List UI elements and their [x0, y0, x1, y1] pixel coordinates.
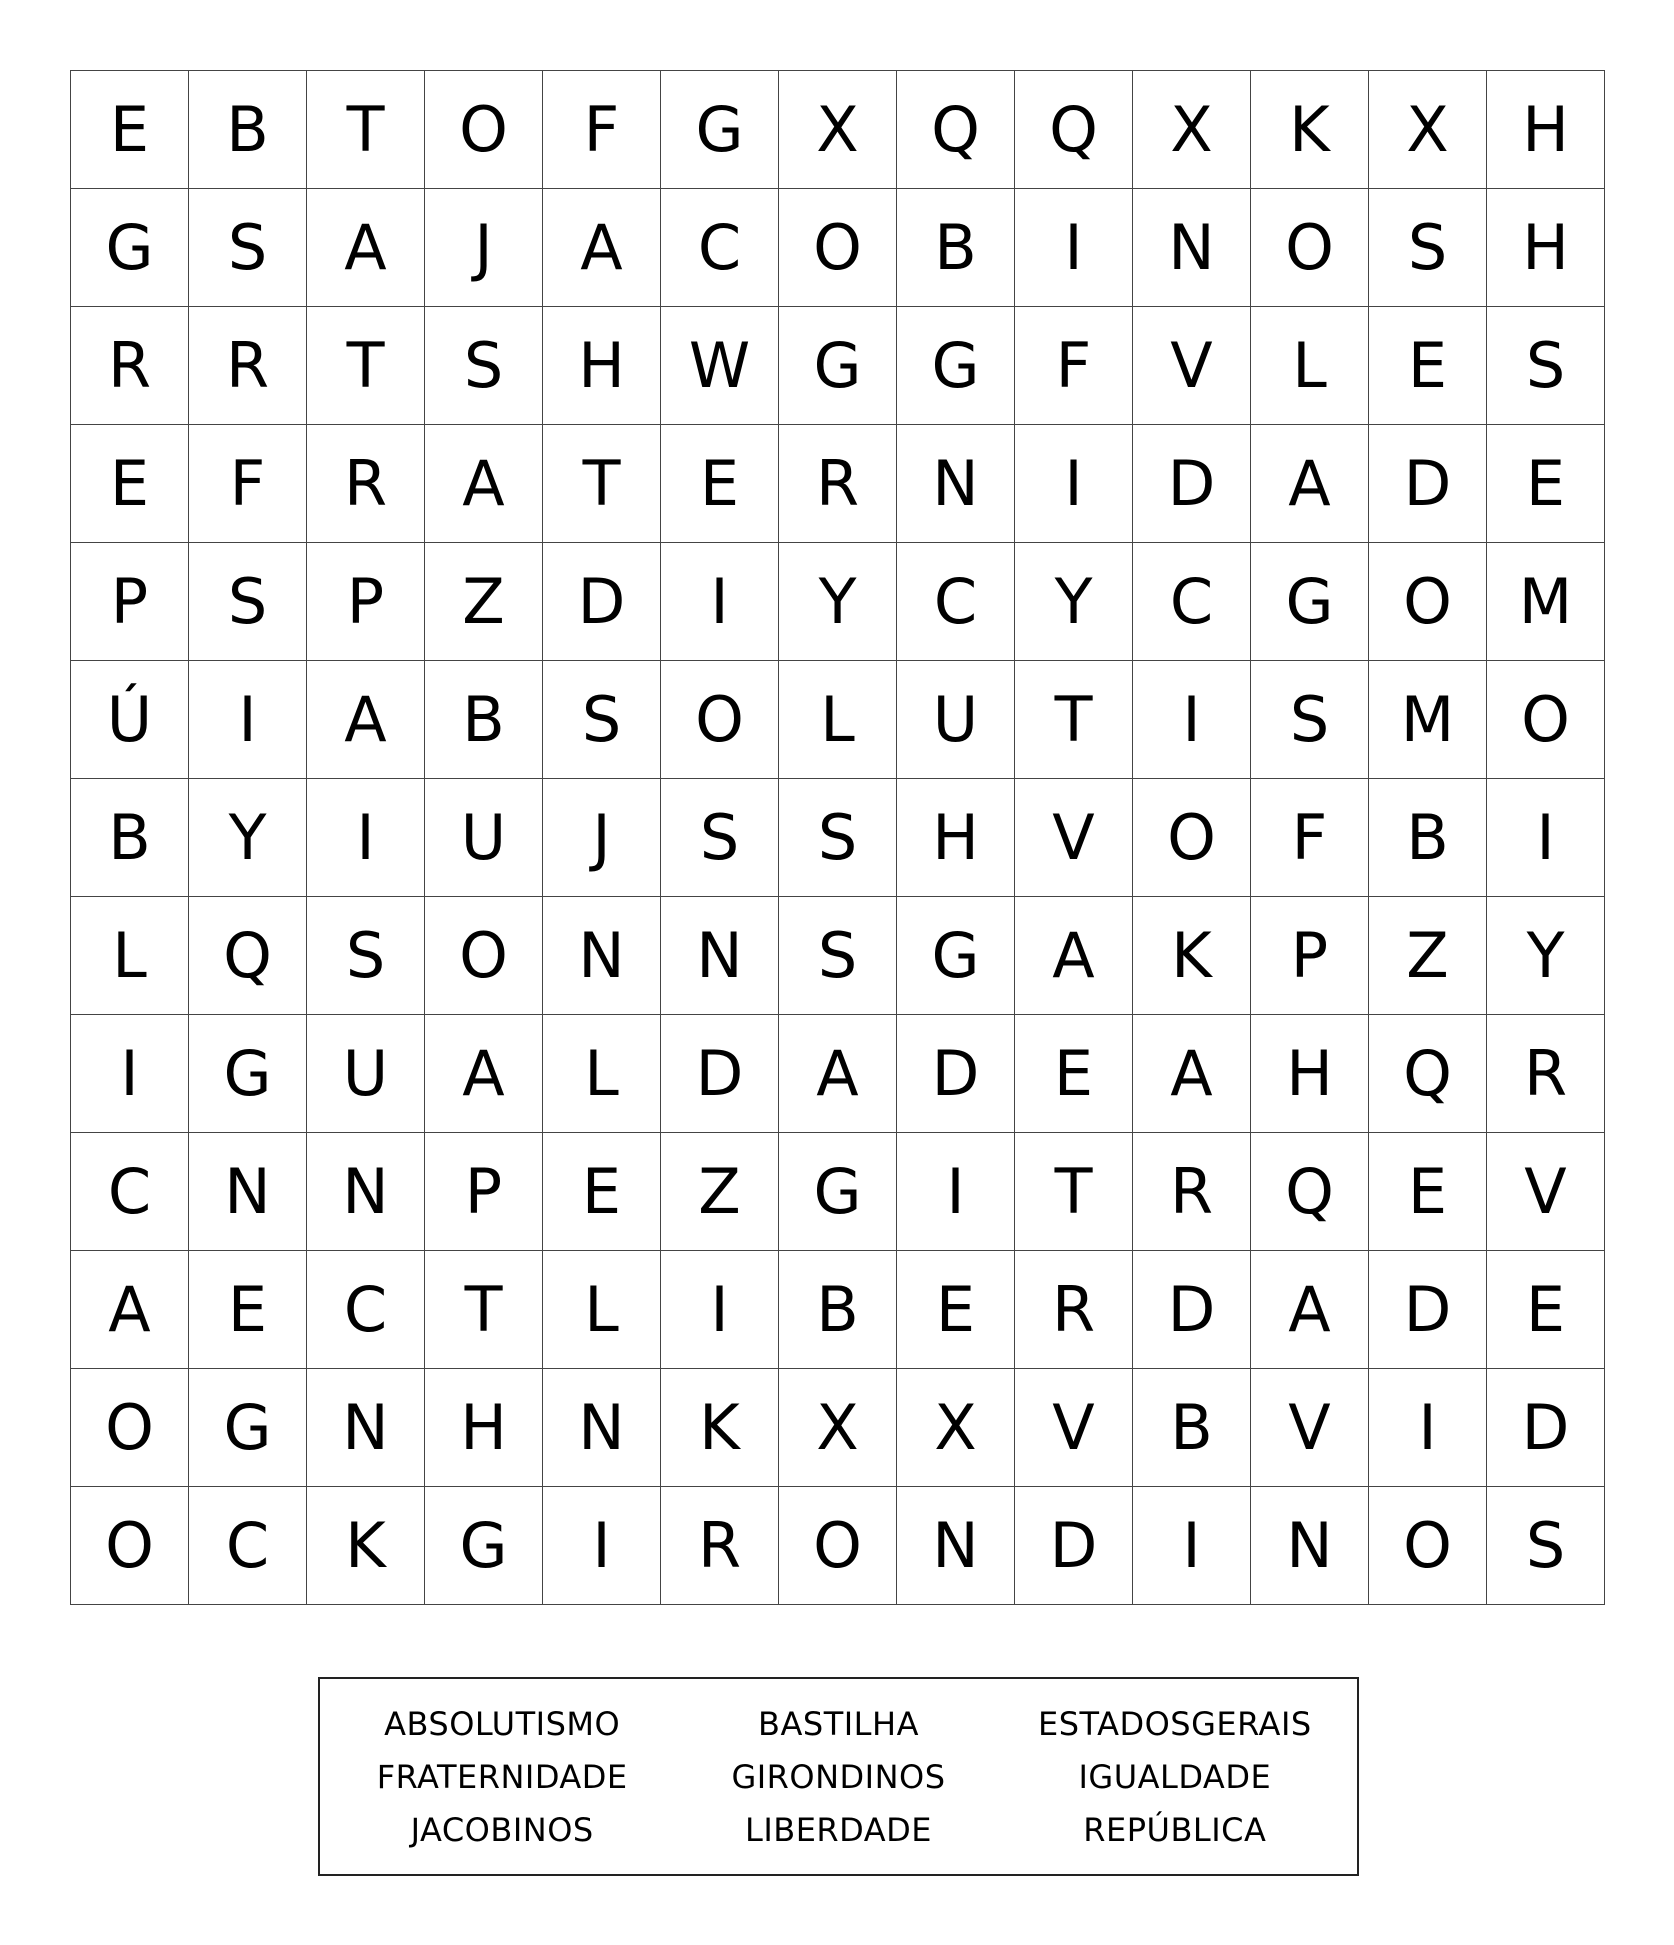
grid-cell-r2-c13[interactable]: H — [1487, 189, 1605, 307]
grid-cell-r13-c5[interactable]: I — [543, 1487, 661, 1605]
grid-cell-r10-c8[interactable]: I — [897, 1133, 1015, 1251]
grid-cell-r13-c9[interactable]: D — [1015, 1487, 1133, 1605]
grid-cell-r5-c7[interactable]: Y — [779, 543, 897, 661]
grid-cell-r9-c11[interactable]: H — [1251, 1015, 1369, 1133]
grid-cell-r7-c10[interactable]: O — [1133, 779, 1251, 897]
grid-cell-r7-c7[interactable]: S — [779, 779, 897, 897]
grid-cell-r8-c8[interactable]: G — [897, 897, 1015, 1015]
grid-cell-r8-c6[interactable]: N — [661, 897, 779, 1015]
grid-cell-r12-c2[interactable]: G — [189, 1369, 307, 1487]
grid-cell-r5-c11[interactable]: G — [1251, 543, 1369, 661]
grid-cell-r2-c2[interactable]: S — [189, 189, 307, 307]
grid-cell-r1-c10[interactable]: X — [1133, 71, 1251, 189]
grid-cell-r5-c9[interactable]: Y — [1015, 543, 1133, 661]
grid-cell-r1-c4[interactable]: O — [425, 71, 543, 189]
grid-cell-r13-c11[interactable]: N — [1251, 1487, 1369, 1605]
grid-cell-r9-c12[interactable]: Q — [1369, 1015, 1487, 1133]
grid-cell-r8-c10[interactable]: K — [1133, 897, 1251, 1015]
grid-cell-r13-c1[interactable]: O — [71, 1487, 189, 1605]
grid-cell-r6-c2[interactable]: I — [189, 661, 307, 779]
grid-cell-r3-c9[interactable]: F — [1015, 307, 1133, 425]
grid-cell-r7-c5[interactable]: J — [543, 779, 661, 897]
grid-cell-r2-c4[interactable]: J — [425, 189, 543, 307]
grid-cell-r12-c4[interactable]: H — [425, 1369, 543, 1487]
grid-cell-r4-c2[interactable]: F — [189, 425, 307, 543]
grid-cell-r3-c2[interactable]: R — [189, 307, 307, 425]
grid-cell-r11-c7[interactable]: B — [779, 1251, 897, 1369]
grid-cell-r11-c8[interactable]: E — [897, 1251, 1015, 1369]
grid-cell-r3-c1[interactable]: R — [71, 307, 189, 425]
grid-cell-r8-c5[interactable]: N — [543, 897, 661, 1015]
grid-cell-r9-c8[interactable]: D — [897, 1015, 1015, 1133]
grid-cell-r11-c12[interactable]: D — [1369, 1251, 1487, 1369]
grid-cell-r7-c6[interactable]: S — [661, 779, 779, 897]
grid-cell-r12-c13[interactable]: D — [1487, 1369, 1605, 1487]
grid-cell-r13-c12[interactable]: O — [1369, 1487, 1487, 1605]
grid-cell-r4-c12[interactable]: D — [1369, 425, 1487, 543]
grid-cell-r6-c10[interactable]: I — [1133, 661, 1251, 779]
grid-cell-r3-c8[interactable]: G — [897, 307, 1015, 425]
grid-cell-r6-c5[interactable]: S — [543, 661, 661, 779]
grid-cell-r5-c12[interactable]: O — [1369, 543, 1487, 661]
grid-cell-r9-c13[interactable]: R — [1487, 1015, 1605, 1133]
grid-cell-r3-c7[interactable]: G — [779, 307, 897, 425]
grid-cell-r13-c10[interactable]: I — [1133, 1487, 1251, 1605]
grid-cell-r2-c1[interactable]: G — [71, 189, 189, 307]
grid-cell-r12-c5[interactable]: N — [543, 1369, 661, 1487]
grid-cell-r1-c5[interactable]: F — [543, 71, 661, 189]
grid-cell-r8-c1[interactable]: L — [71, 897, 189, 1015]
grid-cell-r9-c3[interactable]: U — [307, 1015, 425, 1133]
grid-cell-r8-c2[interactable]: Q — [189, 897, 307, 1015]
grid-cell-r1-c2[interactable]: B — [189, 71, 307, 189]
grid-cell-r12-c11[interactable]: V — [1251, 1369, 1369, 1487]
grid-cell-r4-c8[interactable]: N — [897, 425, 1015, 543]
grid-cell-r3-c3[interactable]: T — [307, 307, 425, 425]
grid-cell-r11-c13[interactable]: E — [1487, 1251, 1605, 1369]
grid-cell-r1-c1[interactable]: E — [71, 71, 189, 189]
grid-cell-r4-c4[interactable]: A — [425, 425, 543, 543]
grid-cell-r1-c11[interactable]: K — [1251, 71, 1369, 189]
grid-cell-r13-c7[interactable]: O — [779, 1487, 897, 1605]
grid-cell-r1-c7[interactable]: X — [779, 71, 897, 189]
word-search-grid — [70, 70, 1605, 1605]
grid-cell-r10-c10[interactable]: R — [1133, 1133, 1251, 1251]
grid-cell-r5-c6[interactable]: I — [661, 543, 779, 661]
grid-cell-r5-c8[interactable]: C — [897, 543, 1015, 661]
grid-cell-r4-c3[interactable]: R — [307, 425, 425, 543]
grid-cell-r2-c7[interactable]: O — [779, 189, 897, 307]
grid-cell-r6-c8[interactable]: U — [897, 661, 1015, 779]
grid-cell-r10-c12[interactable]: E — [1369, 1133, 1487, 1251]
grid-cell-r12-c10[interactable]: B — [1133, 1369, 1251, 1487]
grid-cell-r9-c9[interactable]: E — [1015, 1015, 1133, 1133]
grid-cell-r5-c1[interactable]: P — [71, 543, 189, 661]
grid-cell-r1-c3[interactable]: T — [307, 71, 425, 189]
grid-cell-r4-c13[interactable]: E — [1487, 425, 1605, 543]
grid-cell-r2-c8[interactable]: B — [897, 189, 1015, 307]
grid-cell-r10-c13[interactable]: V — [1487, 1133, 1605, 1251]
grid-cell-r12-c7[interactable]: X — [779, 1369, 897, 1487]
grid-cell-r2-c3[interactable]: A — [307, 189, 425, 307]
grid-cell-r11-c4[interactable]: T — [425, 1251, 543, 1369]
grid-cell-r12-c12[interactable]: I — [1369, 1369, 1487, 1487]
grid-cell-r3-c6[interactable]: W — [661, 307, 779, 425]
grid-cell-r9-c6[interactable]: D — [661, 1015, 779, 1133]
grid-cell-r6-c4[interactable]: B — [425, 661, 543, 779]
grid-cell-r13-c6[interactable]: R — [661, 1487, 779, 1605]
grid-cell-r11-c10[interactable]: D — [1133, 1251, 1251, 1369]
grid-cell-r13-c4[interactable]: G — [425, 1487, 543, 1605]
grid-cell-r1-c9[interactable]: Q — [1015, 71, 1133, 189]
word-bank-item: JACOBINOS — [410, 1810, 594, 1849]
grid-cell-r5-c3[interactable]: P — [307, 543, 425, 661]
grid-cell-r3-c11[interactable]: L — [1251, 307, 1369, 425]
grid-cell-r9-c5[interactable]: L — [543, 1015, 661, 1133]
grid-cell-r9-c1[interactable]: I — [71, 1015, 189, 1133]
word-bank — [318, 1677, 1359, 1876]
grid-cell-r11-c2[interactable]: E — [189, 1251, 307, 1369]
grid-cell-r5-c5[interactable]: D — [543, 543, 661, 661]
grid-cell-r2-c6[interactable]: C — [661, 189, 779, 307]
grid-cell-r5-c10[interactable]: C — [1133, 543, 1251, 661]
grid-cell-r9-c7[interactable]: A — [779, 1015, 897, 1133]
grid-cell-r7-c8[interactable]: H — [897, 779, 1015, 897]
grid-cell-r2-c11[interactable]: O — [1251, 189, 1369, 307]
grid-cell-r10-c4[interactable]: P — [425, 1133, 543, 1251]
grid-cell-r5-c13[interactable]: M — [1487, 543, 1605, 661]
grid-cell-r4-c11[interactable]: A — [1251, 425, 1369, 543]
grid-cell-r3-c4[interactable]: S — [425, 307, 543, 425]
grid-cell-r4-c9[interactable]: I — [1015, 425, 1133, 543]
grid-cell-r7-c4[interactable]: U — [425, 779, 543, 897]
word-bank-item: LIBERDADE — [744, 1810, 932, 1849]
grid-cell-r12-c1[interactable]: O — [71, 1369, 189, 1487]
word-bank-item: IGUALDADE — [1078, 1757, 1272, 1796]
grid-cell-r3-c10[interactable]: V — [1133, 307, 1251, 425]
grid-cell-r12-c6[interactable]: K — [661, 1369, 779, 1487]
grid-cell-r10-c3[interactable]: N — [307, 1133, 425, 1251]
grid-cell-r6-c6[interactable]: O — [661, 661, 779, 779]
grid-cell-r2-c10[interactable]: N — [1133, 189, 1251, 307]
grid-cell-r7-c3[interactable]: I — [307, 779, 425, 897]
grid-cell-r1-c6[interactable]: G — [661, 71, 779, 189]
grid-cell-r8-c11[interactable]: P — [1251, 897, 1369, 1015]
grid-cell-r10-c7[interactable]: G — [779, 1133, 897, 1251]
grid-cell-r3-c13[interactable]: S — [1487, 307, 1605, 425]
grid-cell-r11-c1[interactable]: A — [71, 1251, 189, 1369]
word-bank-item: ABSOLUTISMO — [384, 1704, 621, 1743]
grid-cell-r7-c2[interactable]: Y — [189, 779, 307, 897]
grid-cell-r4-c10[interactable]: D — [1133, 425, 1251, 543]
grid-cell-r8-c12[interactable]: Z — [1369, 897, 1487, 1015]
grid-cell-r7-c11[interactable]: F — [1251, 779, 1369, 897]
grid-cell-r8-c7[interactable]: S — [779, 897, 897, 1015]
grid-cell-r1-c12[interactable]: X — [1369, 71, 1487, 189]
grid-cell-r2-c5[interactable]: A — [543, 189, 661, 307]
grid-cell-r8-c4[interactable]: O — [425, 897, 543, 1015]
grid-cell-r1-c13[interactable]: H — [1487, 71, 1605, 189]
grid-cell-r2-c12[interactable]: S — [1369, 189, 1487, 307]
grid-cell-r4-c7[interactable]: R — [779, 425, 897, 543]
grid-cell-r7-c1[interactable]: B — [71, 779, 189, 897]
grid-cell-r7-c12[interactable]: B — [1369, 779, 1487, 897]
grid-cell-r9-c10[interactable]: A — [1133, 1015, 1251, 1133]
grid-cell-r3-c5[interactable]: H — [543, 307, 661, 425]
grid-cell-r1-c8[interactable]: Q — [897, 71, 1015, 189]
grid-cell-r5-c2[interactable]: S — [189, 543, 307, 661]
grid-cell-r8-c3[interactable]: S — [307, 897, 425, 1015]
grid-cell-r10-c9[interactable]: T — [1015, 1133, 1133, 1251]
word-bank-item: ESTADOSGERAIS — [1037, 1704, 1312, 1743]
grid-cell-r11-c9[interactable]: R — [1015, 1251, 1133, 1369]
word-bank-item: FRATERNIDADE — [376, 1757, 628, 1796]
grid-cell-r11-c6[interactable]: I — [661, 1251, 779, 1369]
grid-cell-r13-c8[interactable]: N — [897, 1487, 1015, 1605]
grid-cell-r9-c2[interactable]: G — [189, 1015, 307, 1133]
grid-cell-r13-c13[interactable]: S — [1487, 1487, 1605, 1605]
grid-cell-r10-c6[interactable]: Z — [661, 1133, 779, 1251]
grid-cell-r10-c11[interactable]: Q — [1251, 1133, 1369, 1251]
grid-cell-r4-c6[interactable]: E — [661, 425, 779, 543]
word-bank-item: REPÚBLICA — [1083, 1810, 1267, 1849]
grid-cell-r7-c13[interactable]: I — [1487, 779, 1605, 897]
grid-cell-r13-c2[interactable]: C — [189, 1487, 307, 1605]
grid-cell-r8-c13[interactable]: Y — [1487, 897, 1605, 1015]
grid-cell-r6-c11[interactable]: S — [1251, 661, 1369, 779]
grid-cell-r3-c12[interactable]: E — [1369, 307, 1487, 425]
grid-cell-r6-c3[interactable]: A — [307, 661, 425, 779]
grid-cell-r11-c3[interactable]: C — [307, 1251, 425, 1369]
grid-cell-r10-c1[interactable]: C — [71, 1133, 189, 1251]
grid-cell-r7-c9[interactable]: V — [1015, 779, 1133, 897]
word-bank-item: GIRONDINOS — [731, 1757, 946, 1796]
grid-cell-r12-c9[interactable]: V — [1015, 1369, 1133, 1487]
grid-cell-r11-c11[interactable]: A — [1251, 1251, 1369, 1369]
grid-cell-r5-c4[interactable]: Z — [425, 543, 543, 661]
grid-cell-r12-c8[interactable]: X — [897, 1369, 1015, 1487]
grid-cell-r9-c4[interactable]: A — [425, 1015, 543, 1133]
grid-cell-r11-c5[interactable]: L — [543, 1251, 661, 1369]
grid-cell-r6-c12[interactable]: M — [1369, 661, 1487, 779]
grid-cell-r10-c5[interactable]: E — [543, 1133, 661, 1251]
grid-cell-r10-c2[interactable]: N — [189, 1133, 307, 1251]
grid-cell-r13-c3[interactable]: K — [307, 1487, 425, 1605]
grid-cell-r6-c13[interactable]: O — [1487, 661, 1605, 779]
grid-cell-r4-c1[interactable]: E — [71, 425, 189, 543]
grid-cell-r4-c5[interactable]: T — [543, 425, 661, 543]
grid-cell-r12-c3[interactable]: N — [307, 1369, 425, 1487]
grid-cell-r6-c9[interactable]: T — [1015, 661, 1133, 779]
word-bank-item: BASTILHA — [758, 1704, 919, 1743]
grid-cell-r6-c7[interactable]: L — [779, 661, 897, 779]
grid-cell-r6-c1[interactable]: Ú — [71, 661, 189, 779]
grid-cell-r8-c9[interactable]: A — [1015, 897, 1133, 1015]
grid-cell-r2-c9[interactable]: I — [1015, 189, 1133, 307]
